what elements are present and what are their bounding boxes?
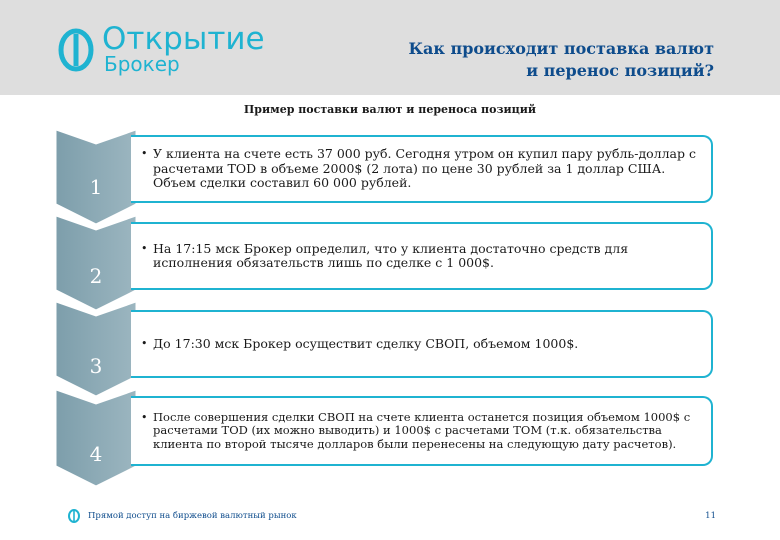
step-bullet-4 [141, 411, 699, 452]
bullet-icon: • [141, 336, 148, 350]
step-box-1 [131, 135, 713, 203]
brand-sub: Брокер [104, 52, 180, 76]
slide-title-line-1: Как происходит поставка валют [408, 39, 714, 58]
bullet-icon: • [141, 147, 148, 161]
slide-title-line-2: и перенос позиций? [526, 61, 714, 80]
bullet-icon: • [141, 241, 148, 255]
footer-text: Прямой доступ на биржевой валютный рынок [88, 511, 297, 521]
step-number-3: 3 [89, 354, 103, 378]
footer-logo-icon [67, 509, 81, 523]
step-text-3: До 17:30 мск Брокер осуществит сделку СВОП, объемом 1000$. [153, 335, 579, 351]
brand-mark-icon [58, 27, 94, 73]
bullet-icon: • [141, 410, 148, 424]
step-number-1: 1 [89, 175, 103, 199]
step-chevron-4 [56, 390, 136, 486]
step-number-4: 4 [89, 442, 103, 466]
step-chevron-2 [56, 216, 136, 310]
step-text-1: У клиента на счете есть 37 000 руб. Сегодня утром он купил пару рубль-доллар с расчетами TOD в объеме 2000$ (2 лота) по цене 30 рублей за 1 доллар США. Объем сделки составил 60 000 рублей. [153, 146, 696, 191]
step-number-2: 2 [89, 264, 103, 288]
section-title: Пример поставки валют и переноса позиций [243, 103, 537, 116]
page-number: 11 [705, 511, 716, 521]
step-text-2: На 17:15 мск Брокер определил, что у клиента достаточно средств для исполнения обязательств лишь по сделке с 1 000$. [153, 240, 629, 270]
step-bullet-3 [141, 337, 578, 352]
slide-title [314, 38, 714, 82]
step-text-4: После совершения сделки СВОП на счете клиента останется позиция объемом 1000$ с расчетами TOD (их можно выводить) и 1000$ с расчетами TOM (т.к. обязательства клиента по второй тысяче долларов были перенесены на следующую дату расчетов). [153, 409, 691, 451]
step-box-4 [131, 396, 713, 466]
step-box-3 [131, 310, 713, 378]
step-box-2 [131, 222, 713, 290]
brand-logo[interactable] [58, 21, 265, 78]
step-chevron-3 [56, 302, 136, 396]
brand-name: Открытие [102, 21, 265, 57]
step-bullet-1 [141, 147, 699, 191]
step-bullet-2 [141, 242, 699, 271]
